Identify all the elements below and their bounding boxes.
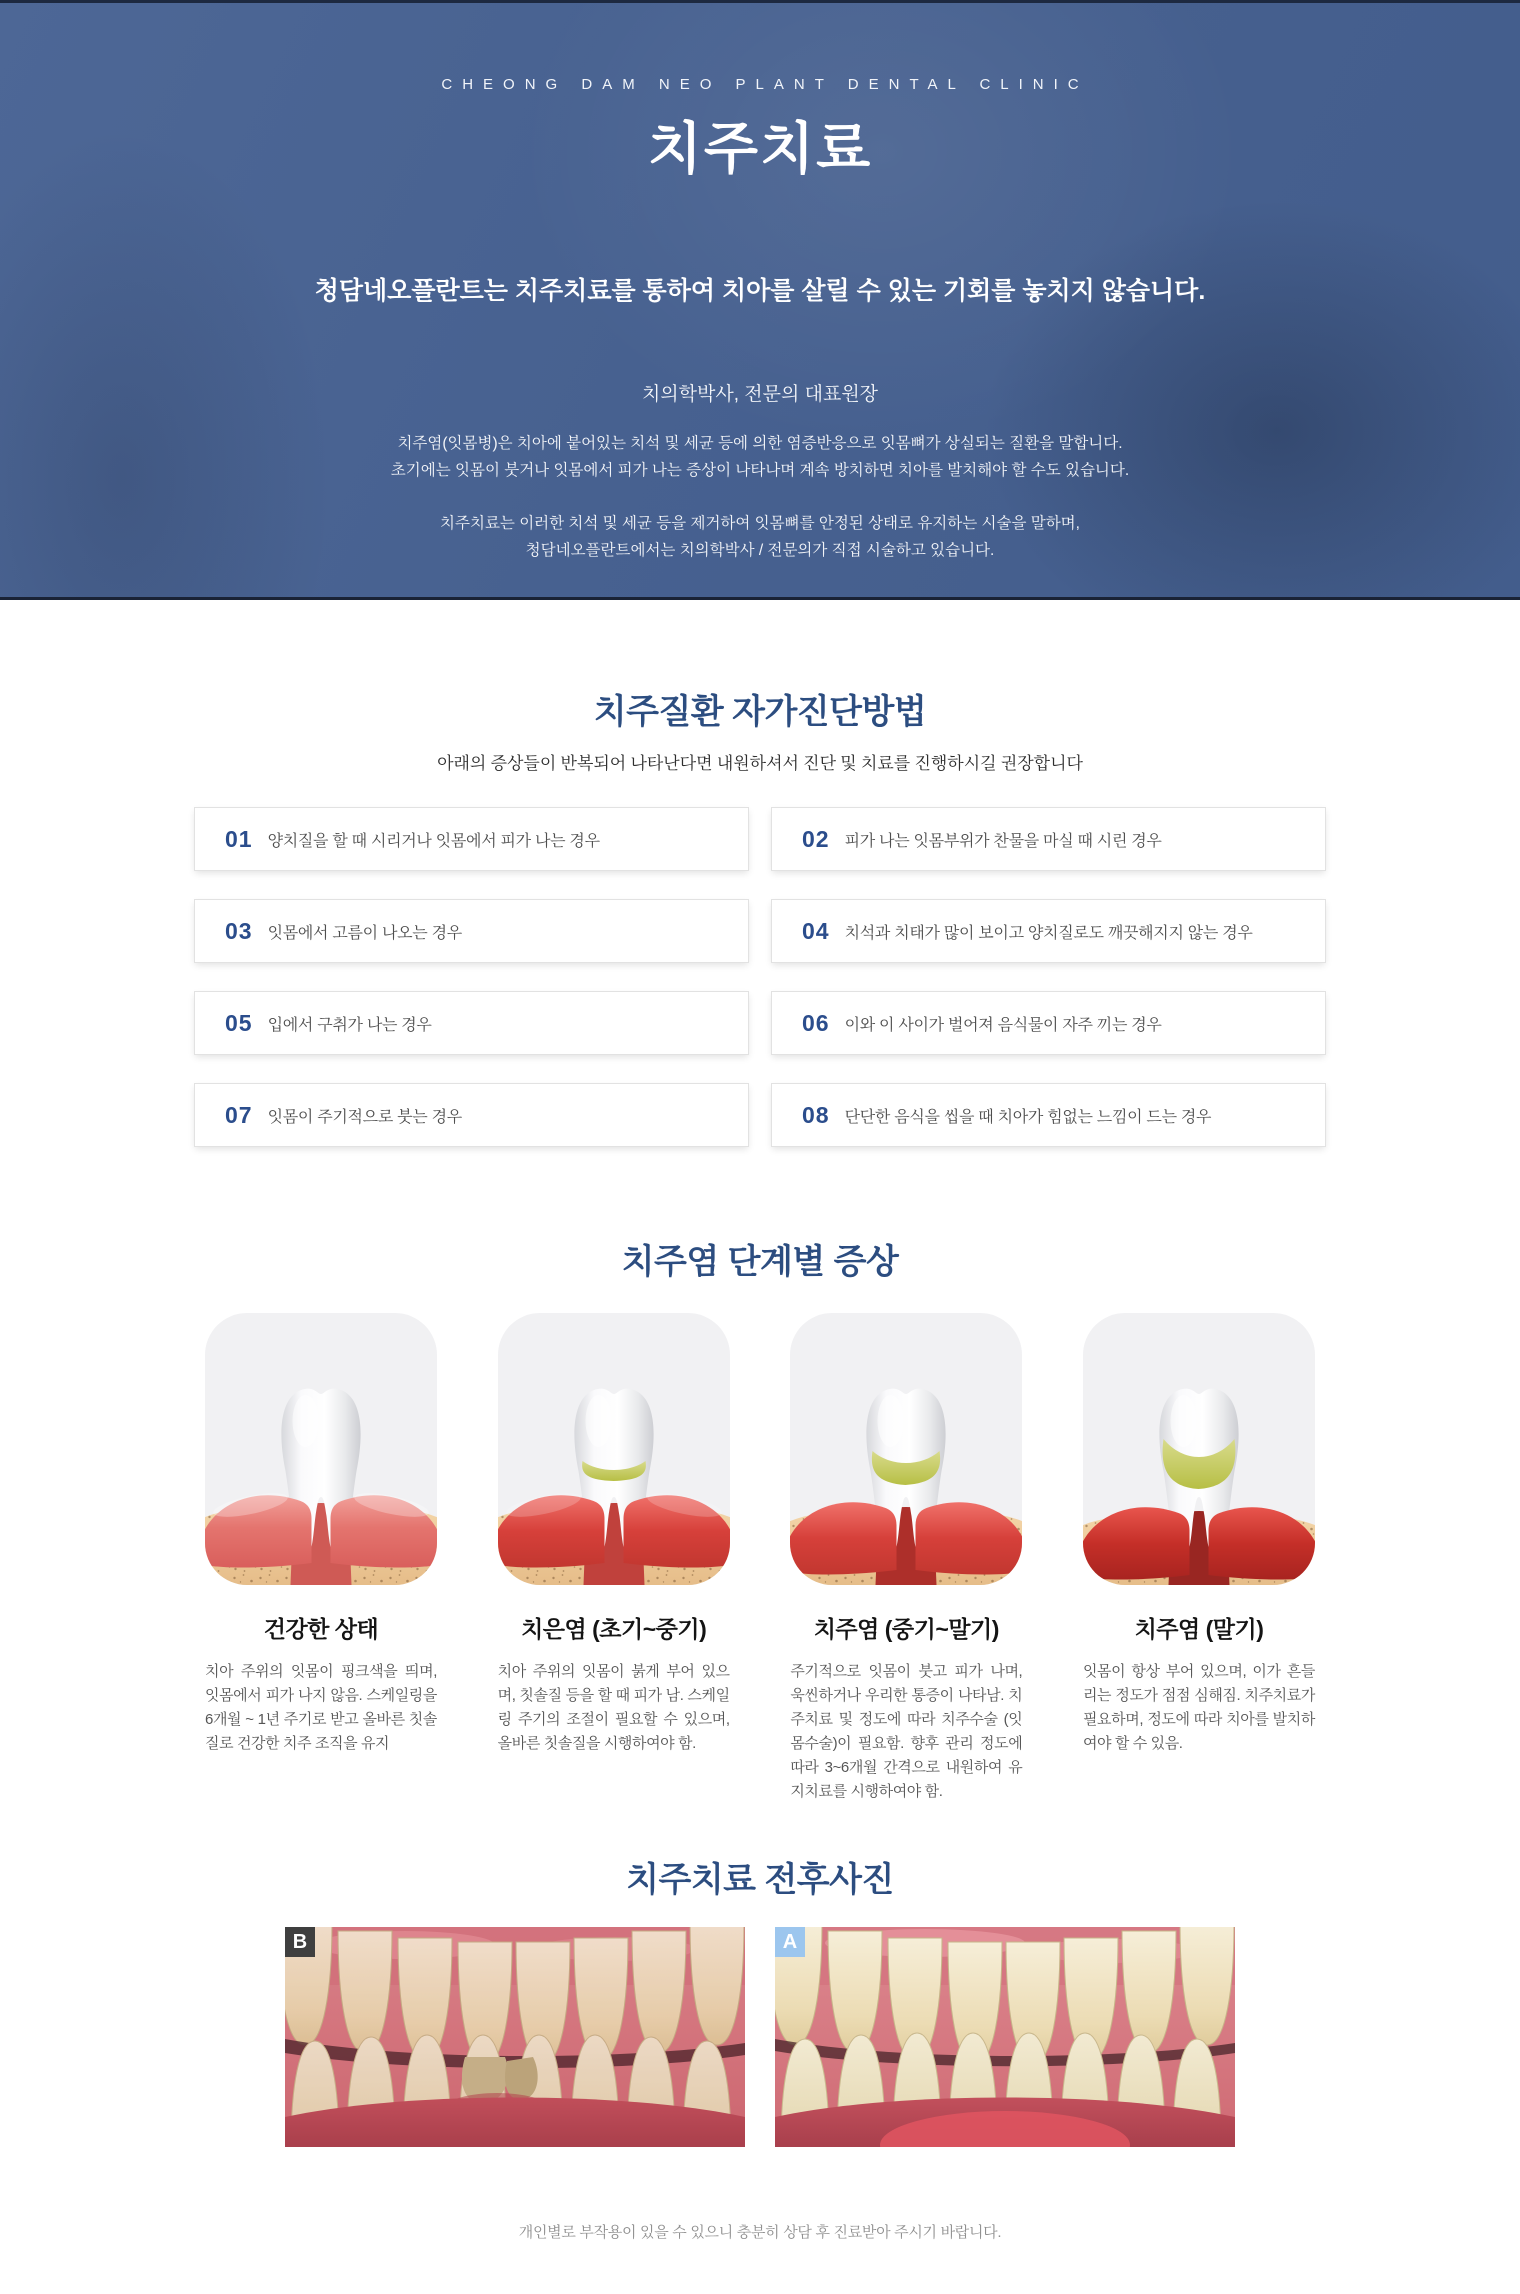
- stage-heading: 치주염 (중기~말기): [813, 1616, 999, 1642]
- hero-intro-paragraph-2: [0, 510, 1520, 564]
- symptom-item: [772, 1084, 1325, 1146]
- stage-heading: 건강한 상태: [263, 1616, 379, 1642]
- intro-line: 청담네오플란트에서는 치의학박사 / 전문의가 직접 시술하고 있습니다.: [525, 542, 995, 559]
- symptom-text: 단단한 음식을 씹을 때 치아가 힘없는 느낌이 드는 경우: [844, 1108, 1212, 1126]
- stage-card: [790, 1313, 1022, 1804]
- tooth-stage-illustration-periodontitis-mid: [790, 1313, 1022, 1585]
- intro-line: 초기에는 잇몸이 붓거나 잇몸에서 피가 나는 증상이 나타나며 계속 방치하면 치아를 발치해야 할 수도 있습니다.: [390, 462, 1130, 479]
- intro-line: 치주염(잇몸병)은 치아에 붙어있는 치석 및 세균 등에 의한 염증반응으로 잇몸뼈가 상실되는 질환을 말합니다.: [397, 435, 1123, 452]
- symptom-item: [772, 992, 1325, 1054]
- clinic-name: CHEONG DAM NEO PLANT DENTAL CLINIC: [441, 76, 1089, 93]
- stage-description: 주기적으로 잇몸이 붓고 피가 나며, 욱씬하거나 우리한 통증이 나타남. 치주치료 및 정도에 따라 치주수술 (잇몸수술)이 필요함. 향후 관리 정도에 따라 3~6개월 간격으로 내원하여 유지치료를 시행하여야 함.: [790, 1663, 1023, 1800]
- self-check-title: 치주질환 자가진단방법: [593, 693, 927, 731]
- hero-subheadline: 치의학박사, 전문의 대표원장: [641, 384, 879, 405]
- symptom-number: 08: [802, 1101, 830, 1128]
- symptom-number: 05: [225, 1009, 253, 1036]
- self-check-subtitle: 아래의 증상들이 반복되어 나타난다면 내원하셔서 진단 및 치료를 진행하시길 권장합니다: [437, 754, 1083, 773]
- symptom-grid: [195, 808, 1325, 1146]
- symptom-item: [772, 900, 1325, 962]
- symptom-text: 이와 이 사이가 벌어져 음식물이 자주 끼는 경우: [844, 1016, 1162, 1034]
- stage-description: 치아 주위의 잇몸이 붉게 부어 있으며, 칫솔질 등을 할 때 피가 남. 스케일링 주기의 조절이 필요할 수 있으며, 올바른 칫솔질을 시행하여야 함.: [497, 1663, 730, 1752]
- symptom-item: [195, 900, 748, 962]
- symptom-item: [195, 1084, 748, 1146]
- stage-row: [205, 1313, 1315, 1804]
- hero-section: [0, 0, 1520, 600]
- hero-intro-paragraph-1: [0, 430, 1520, 484]
- hero-headline: 청담네오플란트는 치주치료를 통하여 치아를 살릴 수 있는 기회를 놓치지 않습니다.: [314, 277, 1206, 305]
- before-photo: [285, 1927, 745, 2147]
- symptom-number: 02: [802, 825, 830, 852]
- stage-card: [1083, 1313, 1315, 1804]
- tooth-stage-illustration-periodontitis-late: [1083, 1313, 1315, 1585]
- symptom-number: 07: [225, 1101, 253, 1128]
- stages-section: [0, 1234, 1520, 1804]
- photo-label-after: A: [775, 1927, 805, 1957]
- symptom-text: 치석과 치태가 많이 보이고 양치질로도 깨끗해지지 않는 경우: [844, 924, 1253, 942]
- stage-card: [205, 1313, 437, 1804]
- self-check-section: [0, 600, 1520, 1146]
- symptom-number: 06: [802, 1009, 830, 1036]
- symptom-text: 잇몸에서 고름이 나오는 경우: [267, 924, 462, 942]
- stages-title: 치주염 단계별 증상: [621, 1243, 899, 1281]
- stage-card: [498, 1313, 730, 1804]
- after-photo: [775, 1927, 1235, 2147]
- symptom-text: 양치질을 할 때 시리거나 잇몸에서 피가 나는 경우: [267, 832, 600, 850]
- photo-label-before: B: [285, 1927, 315, 1957]
- symptom-text: 잇몸이 주기적으로 붓는 경우: [267, 1108, 462, 1126]
- symptom-text: 피가 나는 잇몸부위가 찬물을 마실 때 시린 경우: [844, 832, 1162, 850]
- symptom-item: [195, 808, 748, 870]
- intro-line: 치주치료는 이러한 치석 및 세균 등을 제거하여 잇몸뼈를 안정된 상태로 유지하는 시술을 말하며,: [440, 515, 1080, 532]
- before-after-title: 치주치료 전후사진: [626, 1861, 894, 1899]
- tooth-stage-illustration-healthy: [205, 1313, 437, 1585]
- symptom-number: 03: [225, 917, 253, 944]
- symptom-item: [195, 992, 748, 1054]
- stage-heading: 치은염 (초기~중기): [521, 1616, 707, 1642]
- stage-description: 잇몸이 항상 부어 있으며, 이가 흔들리는 정도가 점점 심해짐. 치주치료가 필요하며, 정도에 따라 치아를 발치하여야 할 수 있음.: [1082, 1663, 1315, 1752]
- page-title: 치주치료: [647, 117, 873, 180]
- symptom-item: [772, 808, 1325, 870]
- before-after-section: [0, 1852, 1520, 2147]
- symptom-number: 01: [225, 825, 253, 852]
- symptom-text: 입에서 구취가 나는 경우: [267, 1016, 432, 1034]
- stage-heading: 치주염 (말기): [1134, 1616, 1264, 1642]
- photo-row: [285, 1927, 1235, 2147]
- tooth-stage-illustration-gingivitis: [498, 1313, 730, 1585]
- footer-note: 개인별로 부작용이 있을 수 있으니 충분히 상담 후 진료받아 주시기 바랍니다.: [518, 2224, 1002, 2241]
- symptom-number: 04: [802, 917, 830, 944]
- stage-description: 치아 주위의 잇몸이 핑크색을 띄며, 잇몸에서 피가 나지 않음. 스케일링을 6개월 ~ 1년 주기로 받고 올바른 칫솔질로 건강한 치주 조직을 유지: [205, 1663, 437, 1752]
